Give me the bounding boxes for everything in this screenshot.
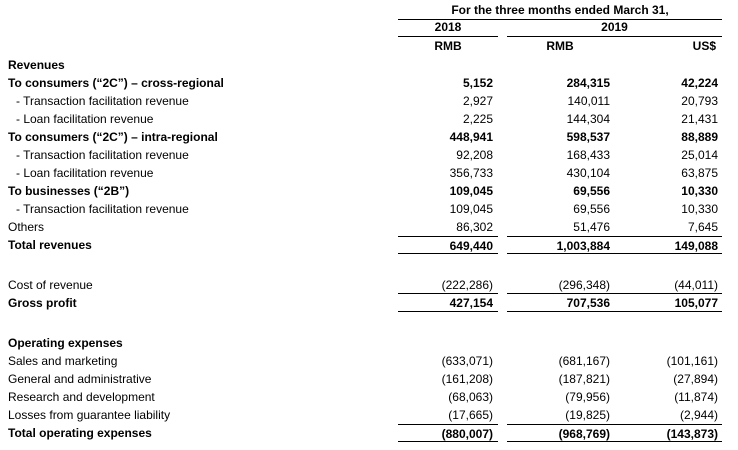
seg-2019 xyxy=(507,276,722,294)
value-2018-rmb xyxy=(398,56,498,74)
table-title: For the three months ended March 31, xyxy=(398,3,722,20)
value-2018-rmb: (222,286) xyxy=(398,276,498,294)
value-2019-usd: 63,875 xyxy=(681,166,718,180)
value-2018-rmb: 109,045 xyxy=(449,184,493,198)
table-row xyxy=(0,92,738,110)
seg-2019 xyxy=(507,146,722,164)
value-2018-rmb: 2,225 xyxy=(462,112,493,126)
table-row xyxy=(0,388,738,406)
value-2019-rmb: 144,304 xyxy=(566,112,610,126)
column-gap xyxy=(498,352,507,370)
value-2018-rmb: 356,733 xyxy=(449,166,493,180)
value-2018-rmb: 448,941 xyxy=(449,130,493,144)
seg-2019 xyxy=(507,334,722,352)
column-gap xyxy=(498,92,507,110)
value-2019-usd: 10,330 xyxy=(681,202,718,216)
value-2018-rmb: 649,440 xyxy=(398,236,498,254)
column-gap xyxy=(498,236,507,254)
seg-2019 xyxy=(507,92,722,110)
value-2019-usd xyxy=(613,334,722,352)
value-2019-rmb xyxy=(507,56,613,74)
value-2019-rmb: (19,825) xyxy=(565,408,610,422)
row-label: To consumers (“2C”) – cross-regional xyxy=(8,76,224,90)
column-header-2018: 2018 xyxy=(398,20,498,37)
column-gap xyxy=(498,74,507,92)
seg-2019 xyxy=(507,236,722,254)
header-year-row xyxy=(0,20,738,37)
header-empty-cell xyxy=(0,3,398,20)
seg-2019 xyxy=(507,294,722,312)
value-2019-usd: (143,873) xyxy=(666,427,718,441)
value-2019-rmb: 69,556 xyxy=(573,202,610,216)
table-row xyxy=(0,218,738,236)
header-empty-cell xyxy=(0,20,398,37)
seg-2019 xyxy=(507,128,722,146)
table-row-operating-expenses-heading xyxy=(0,334,738,352)
column-gap xyxy=(498,370,507,388)
value-2018-rmb: 2,927 xyxy=(462,94,493,108)
value-2019-rmb: 284,315 xyxy=(566,76,610,90)
section-spacer xyxy=(0,312,738,334)
value-2018-rmb: 86,302 xyxy=(456,220,493,234)
row-label: To consumers (“2C”) – intra-regional xyxy=(8,130,218,144)
row-label: Operating expenses xyxy=(8,336,123,350)
seg-2019 xyxy=(507,370,722,388)
row-label: - Loan facilitation revenue xyxy=(16,166,154,180)
value-2019-usd: 21,431 xyxy=(681,112,718,126)
unit-header-2019-rmb: RMB xyxy=(546,39,574,53)
value-2019-usd: 25,014 xyxy=(681,148,718,162)
row-label: To businesses (“2B”) xyxy=(8,184,130,198)
unit-header-2019-usd: US$ xyxy=(692,39,716,53)
value-2019-rmb: (681,167) xyxy=(558,354,610,368)
seg-2019 xyxy=(507,74,722,92)
row-label: Others xyxy=(8,220,45,234)
value-2019-rmb: 430,104 xyxy=(566,166,610,180)
column-gap xyxy=(498,388,507,406)
column-gap xyxy=(498,294,507,312)
column-gap xyxy=(498,37,507,56)
value-2019-usd: 7,645 xyxy=(687,220,718,234)
value-2019-rmb: 707,536 xyxy=(566,296,610,310)
value-2019-usd: 105,077 xyxy=(674,296,718,310)
value-2019-usd: 10,330 xyxy=(681,184,718,198)
header-empty-cell xyxy=(0,37,398,56)
column-gap xyxy=(498,56,507,74)
value-2019-rmb: (79,956) xyxy=(565,390,610,404)
value-2019-usd: 149,088 xyxy=(674,239,718,253)
value-2018-rmb: (17,665) xyxy=(448,408,493,422)
value-2018-rmb: 92,208 xyxy=(456,148,493,162)
row-label: - Transaction facilitation revenue xyxy=(16,148,189,162)
value-2018-rmb xyxy=(398,334,498,352)
table-row xyxy=(0,146,738,164)
value-2019-rmb: 598,537 xyxy=(566,130,610,144)
seg-2019 xyxy=(507,110,722,128)
column-gap xyxy=(498,182,507,200)
column-gap xyxy=(498,110,507,128)
value-2019-rmb: 69,556 xyxy=(573,184,610,198)
column-gap xyxy=(498,20,507,37)
table-row xyxy=(0,406,738,424)
seg-2019 xyxy=(507,352,722,370)
row-label: Revenues xyxy=(8,58,65,72)
table-row-cost-of-revenue xyxy=(0,276,738,294)
column-gap xyxy=(498,276,507,294)
value-2019-usd: 20,793 xyxy=(681,94,718,108)
seg-2019 xyxy=(507,200,722,218)
column-gap xyxy=(498,424,507,442)
value-2019-rmb xyxy=(507,334,613,352)
table-row xyxy=(0,200,738,218)
column-header-2019: 2019 xyxy=(507,20,722,37)
table-row xyxy=(0,164,738,182)
table-row-revenues-heading xyxy=(0,56,738,74)
seg-2019 xyxy=(507,182,722,200)
unit-header-2018-rmb: RMB xyxy=(434,39,462,53)
seg-2019 xyxy=(507,164,722,182)
value-2018-rmb: (161,208) xyxy=(441,372,493,386)
value-2018-rmb: 427,154 xyxy=(398,294,498,312)
seg-2019 xyxy=(507,388,722,406)
row-label: Gross profit xyxy=(8,296,77,310)
value-2019-usd: (44,011) xyxy=(674,278,718,292)
table-row xyxy=(0,352,738,370)
table-row-total-operating-expenses xyxy=(0,424,738,442)
value-2019-rmb: (187,821) xyxy=(558,372,610,386)
value-2019-usd xyxy=(613,56,722,74)
value-2019-usd: (101,161) xyxy=(666,354,718,368)
value-2018-rmb: (880,007) xyxy=(398,424,498,442)
seg-2019 xyxy=(507,424,722,442)
column-gap xyxy=(498,128,507,146)
value-2019-rmb: (296,348) xyxy=(558,278,610,292)
row-label: - Transaction facilitation revenue xyxy=(16,202,189,216)
unit-header-2019-group xyxy=(507,37,722,56)
column-gap xyxy=(498,146,507,164)
column-gap xyxy=(498,200,507,218)
value-2019-usd: (27,894) xyxy=(673,372,718,386)
table-row xyxy=(0,370,738,388)
value-2019-rmb: (968,769) xyxy=(558,427,610,441)
value-2019-usd: 88,889 xyxy=(681,130,718,144)
value-2018-rmb: 5,152 xyxy=(462,76,493,90)
table-row-total-revenues xyxy=(0,236,738,254)
table-row xyxy=(0,182,738,200)
table-row-gross-profit xyxy=(0,294,738,312)
row-label: Total revenues xyxy=(8,238,92,252)
table-row xyxy=(0,74,738,92)
row-label: - Loan facilitation revenue xyxy=(16,112,154,126)
header-title-row xyxy=(0,3,738,20)
value-2019-usd: (2,944) xyxy=(679,408,718,422)
column-gap xyxy=(498,218,507,236)
value-2019-rmb: 140,011 xyxy=(567,94,610,108)
row-label: Research and development xyxy=(8,390,155,404)
value-2019-rmb: 1,003,884 xyxy=(556,239,610,253)
column-gap xyxy=(498,164,507,182)
row-label: Total operating expenses xyxy=(8,426,152,440)
value-2019-usd: (11,874) xyxy=(674,390,718,404)
row-label: Sales and marketing xyxy=(8,354,118,368)
table-row xyxy=(0,128,738,146)
value-2019-usd: 42,224 xyxy=(681,76,718,90)
value-2018-rmb: 109,045 xyxy=(449,202,493,216)
column-gap xyxy=(498,406,507,424)
row-label: Cost of revenue xyxy=(8,278,93,292)
value-2018-rmb: (68,063) xyxy=(448,390,493,404)
seg-2019 xyxy=(507,406,722,424)
row-label: General and administrative xyxy=(8,372,152,386)
section-spacer xyxy=(0,254,738,276)
row-label: Losses from guarantee liability xyxy=(8,408,171,422)
table-row xyxy=(0,110,738,128)
seg-2019 xyxy=(507,218,722,236)
value-2019-rmb: 168,433 xyxy=(566,148,610,162)
value-2018-rmb: (633,071) xyxy=(441,354,493,368)
row-label: - Transaction facilitation revenue xyxy=(16,94,189,108)
seg-2019 xyxy=(507,56,722,74)
value-2019-rmb: 51,476 xyxy=(573,220,610,234)
header-unit-row xyxy=(0,37,738,56)
column-gap xyxy=(498,334,507,352)
